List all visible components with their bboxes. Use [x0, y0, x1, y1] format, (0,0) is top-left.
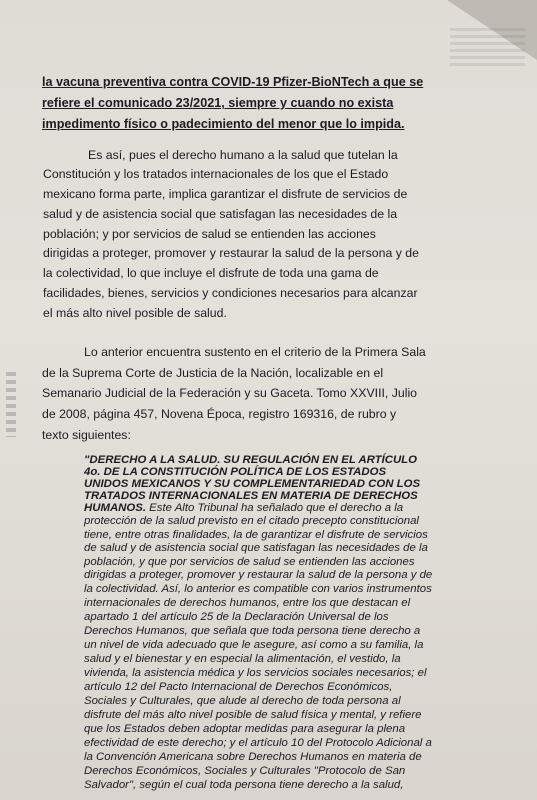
quote-line: que los Estados deben adoptar medidas para asegurar la plena	[84, 723, 406, 735]
paragraph-line: Constitución y los tratados internacionales de los que el Estado	[43, 167, 389, 181]
paragraph-line: salud y de asistencia social que satisfagan las necesidades de la	[43, 207, 398, 221]
paragraph-line: Lo anterior encuentra sustento en el criterio de la Primera Sala	[84, 345, 426, 359]
quote-line: salud y el bienestar y en especial la alimentación, el vestido, la	[84, 653, 401, 665]
quote-first-line-text: Este Alto Tribunal ha señalado que el derecho a la	[146, 502, 404, 514]
quote-line: Salvador", según el cual toda persona tiene derecho a la salud,	[84, 779, 404, 791]
quote-line: Derechos Económicos, Sociales y Culturales "Protocolo de San	[84, 765, 406, 777]
quote-line: población, y que por servicios de salud se entienden las acciones	[84, 556, 415, 568]
quote-line: de salud y de asistencia social que satisfagan las necesidades de la	[84, 542, 428, 554]
quote-first-line	[84, 502, 403, 515]
quote-line: apartado 1 del artículo 25 de la Declaración Universal de los	[84, 611, 389, 623]
paragraph-line: dirigidas a proteger, promover y restaurar la salud de la persona y de	[43, 246, 419, 260]
quote-line: un nivel de vida adecuado que le asegure, así como a su familia, la	[84, 639, 424, 651]
paragraph-line: de la Suprema Corte de Justicia de la Nación, localizable en el	[42, 366, 384, 380]
paragraph-line: la colectividad, lo que incluye el disfrute de toda una gama de	[43, 266, 379, 280]
quote-line: la colectividad. Así, lo anterior es compatible con varios instrumentos	[84, 583, 432, 595]
quote-line: protección de la salud previsto en el citado precepto constitucional	[84, 515, 419, 527]
quote-title-line: TRATADOS INTERNACIONALES EN MATERIA DE DERECHOS	[84, 490, 418, 502]
paragraph-line: facilidades, bienes, servicios y condiciones necesarios para alcanzar	[43, 286, 418, 300]
quote-title-line: UNIDOS MEXICANOS Y SU COMPLEMENTARIEDAD CON LOS	[84, 478, 421, 490]
quote-line: la Convención Americana sobre Derechos Humanos en materia de	[84, 751, 422, 763]
quote-line: Sociales y Culturales, que alude al derecho de toda persona al	[84, 695, 401, 707]
header-line: refiere el comunicado 23/2021, siempre y cuando no exista	[42, 96, 394, 110]
paragraph-line: Es así, pues el derecho humano a la salud que tutelan la	[88, 148, 398, 162]
quote-line: internacionales de derechos humanos, entre los que destacan el	[84, 597, 411, 609]
paragraph-line: población; y por servicios de salud se entienden las acciones	[43, 227, 376, 241]
quote-line: vivienda, la asistencia médica y los servicios sociales necesarios; el	[84, 667, 427, 679]
header-line: la vacuna preventiva contra COVID-19 Pfizer-BioNTech a que se	[42, 75, 424, 89]
paragraph-line: de 2008, página 457, Novena Época, registro 169316, de rubro y	[42, 407, 397, 421]
quote-title-line: 4o. DE LA CONSTITUCIÓN POLÍTICA DE LOS ESTADOS	[84, 466, 387, 478]
header-line: impedimento físico o padecimiento del menor que lo impida.	[42, 117, 405, 131]
margin-stamp	[6, 372, 16, 437]
bleed-through-text	[450, 28, 525, 68]
paragraph-line: el más alto nivel posible de salud.	[43, 306, 227, 320]
paragraph-line: mexicano forma parte, implica garantizar el disfrute de servicios de	[43, 187, 408, 201]
quote-line: artículo 12 del Pacto Internacional de Derechos Económicos,	[84, 681, 393, 693]
paragraph-line: Semanario Judicial de la Federación y su Gaceta. Tomo XXVIII, Julio	[42, 386, 418, 400]
quote-line: disfrute del más alto nivel posible de salud física y mental, y refiere	[84, 709, 422, 721]
quote-line: Derechos Humanos, que señala que toda persona tiene derecho a	[84, 625, 421, 637]
quote-title-line: "DERECHO A LA SALUD. SU REGULACIÓN EN EL ARTÍCULO	[84, 454, 417, 466]
paragraph-line: texto siguientes:	[42, 428, 131, 442]
quote-line: efectividad de este derecho; y el artículo 10 del Protocolo Adicional a	[84, 737, 432, 749]
quote-line: tiene, entre otras finalidades, la de garantizar el disfrute de servicios	[84, 529, 428, 541]
quote-title-end: HUMANOS.	[84, 502, 147, 514]
quote-line: dirigidas a proteger, promover y restaurar la salud de la persona y de	[84, 569, 433, 581]
